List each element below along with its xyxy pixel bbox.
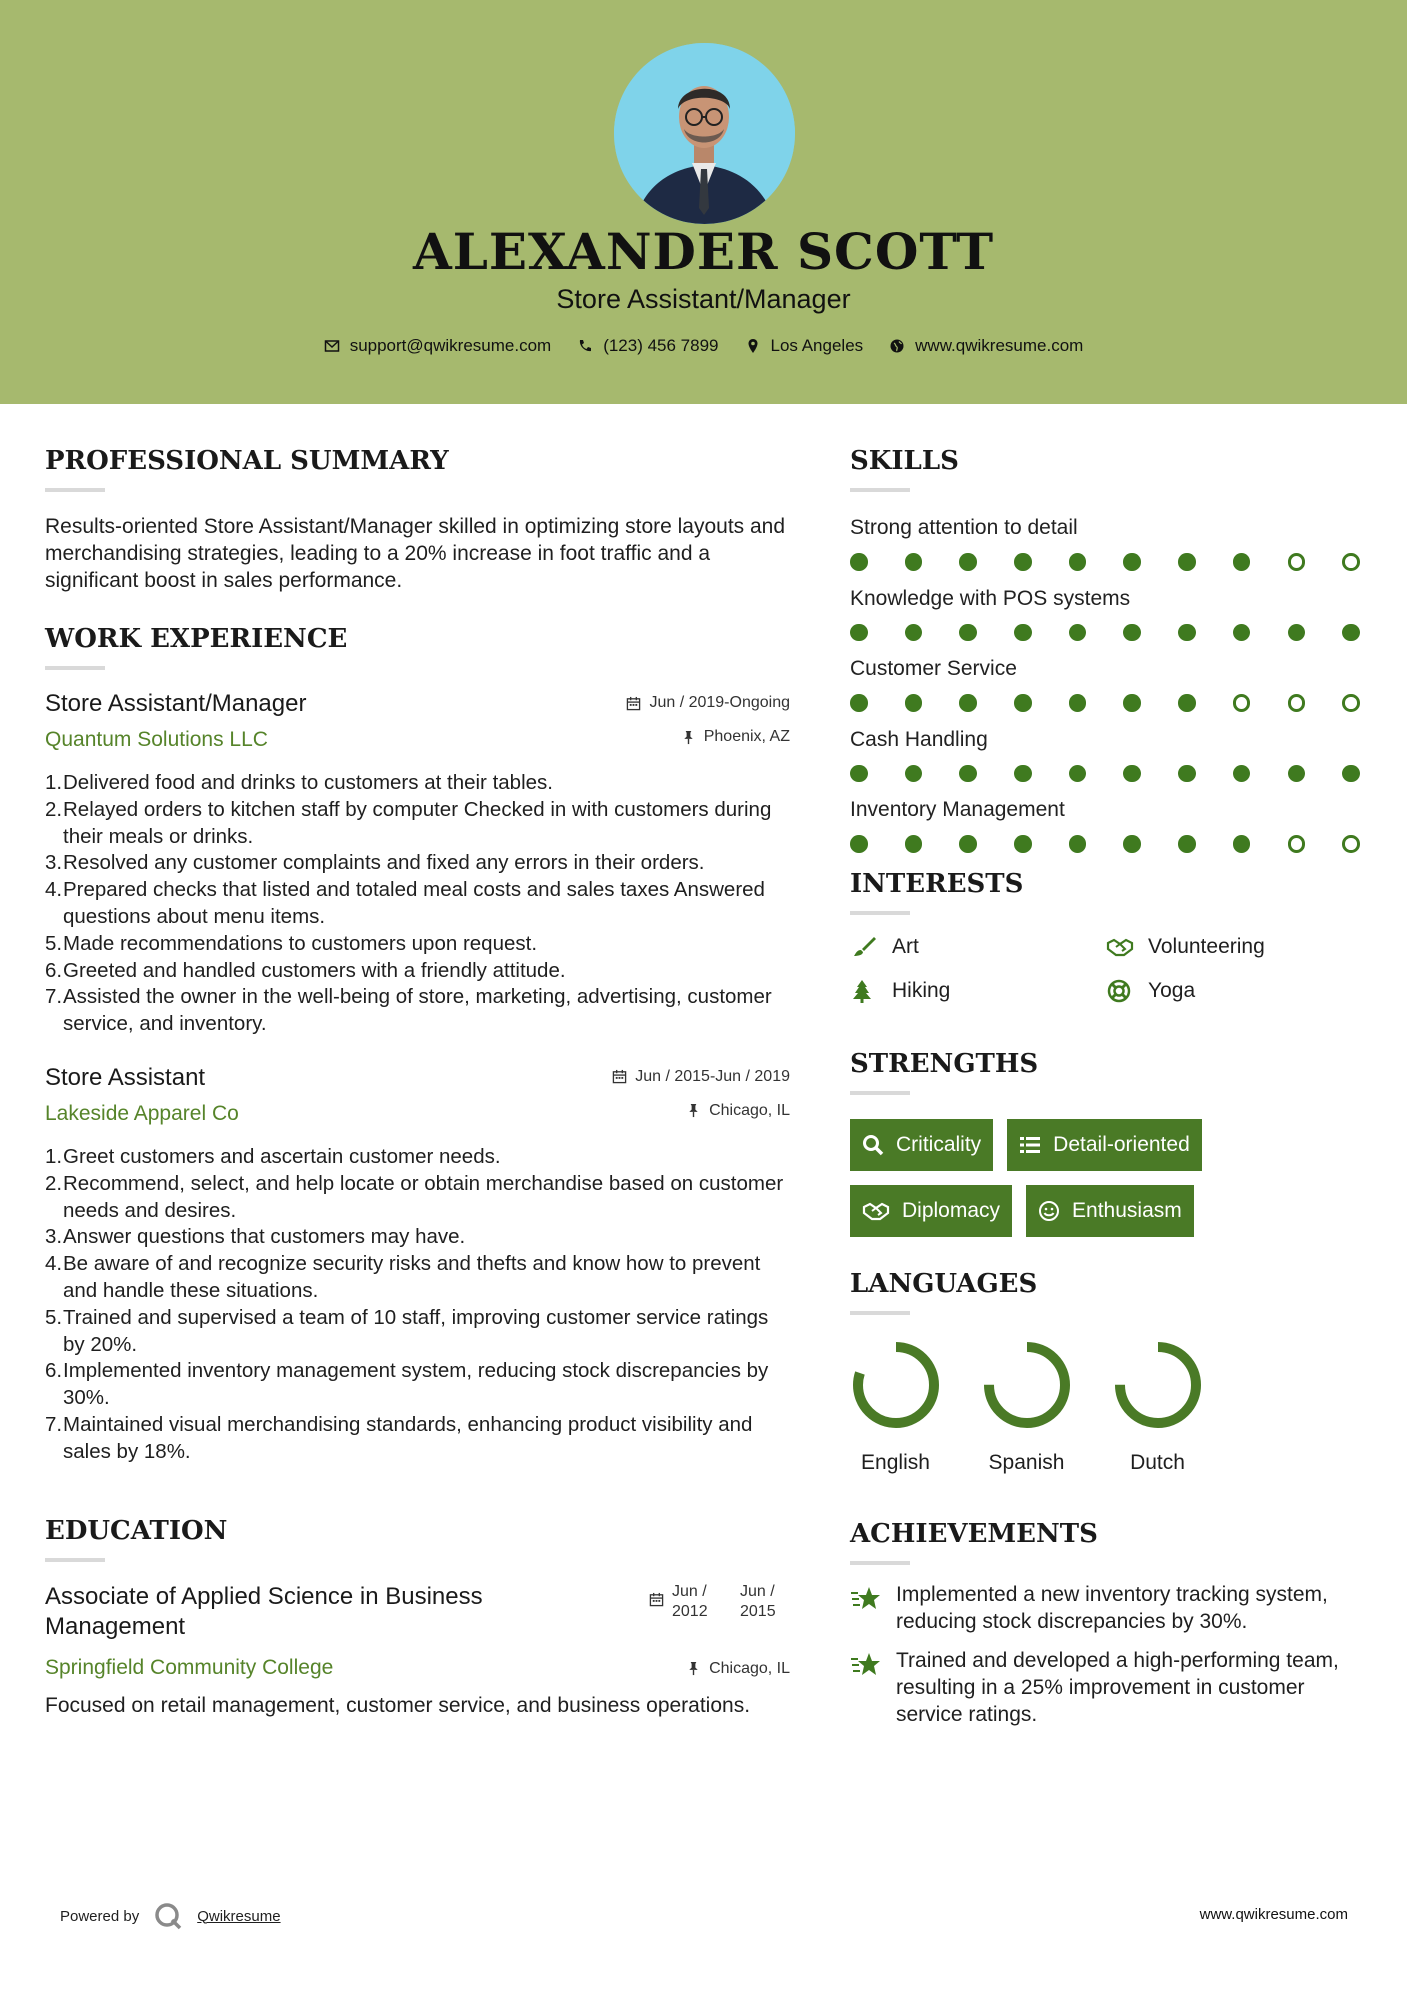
strength-tag — [850, 1185, 1012, 1237]
job-bullets — [45, 770, 790, 1038]
interest-item — [1106, 979, 1346, 1003]
rating-dot-filled — [1069, 553, 1087, 571]
languages-list — [850, 1339, 1370, 1475]
header-banner — [0, 0, 1407, 404]
achievement-item — [850, 1647, 1370, 1728]
rating-dot-filled — [850, 765, 868, 783]
list-item: 2. Recommend, select, and help locate or obtain merchandise based on customer needs and desires. — [45, 1171, 784, 1222]
list-item: 2. Relayed orders to kitchen staff by computer Checked in with customers during their meals or drinks. — [45, 797, 772, 848]
footer-powered-by — [60, 1902, 281, 1930]
list-item: 3. Resolved any customer complaints and fixed any errors in their orders. — [45, 851, 705, 875]
heading-underline — [45, 1558, 105, 1562]
achievements-heading: ACHIEVEMENTS — [850, 1518, 1098, 1549]
rating-dot-filled — [959, 835, 977, 853]
skill-rating — [850, 624, 1370, 642]
candidate-title: Store Assistant/Manager — [556, 284, 851, 314]
strength-tag — [1007, 1119, 1202, 1171]
education-heading: EDUCATION — [45, 1515, 228, 1546]
rating-dot-filled — [1178, 553, 1196, 571]
phone-icon — [577, 338, 593, 354]
language-label: English — [861, 1450, 930, 1474]
rating-dot-filled — [1178, 694, 1196, 712]
rating-dot-filled — [1233, 835, 1251, 853]
pushpin-icon — [686, 1661, 701, 1676]
qwikresume-logo-icon — [153, 1902, 183, 1930]
rating-dot-filled — [1123, 553, 1141, 571]
person-photo — [614, 43, 795, 224]
rating-dot-filled — [1123, 765, 1141, 783]
rating-dot-empty — [1288, 553, 1306, 571]
achievement-text: Trained and developed a high-performing team, resulting in a 25% improvement in customer service ratings. — [896, 1648, 1339, 1726]
rating-dot-empty — [1233, 694, 1251, 712]
education-entry — [45, 1582, 790, 1719]
language-progress-arc — [858, 1347, 934, 1423]
language-progress-arc — [1120, 1347, 1196, 1423]
list-item: 7. Maintained visual merchandising standards, enhancing product visibility and sales by 18%. — [45, 1412, 753, 1463]
rating-dot-filled — [1014, 624, 1032, 642]
company-name: Quantum Solutions LLC — [45, 728, 268, 751]
skill-item — [850, 798, 1370, 853]
contact-phone[interactable] — [577, 336, 718, 356]
language-progress-ring — [850, 1339, 942, 1431]
heading-underline — [850, 911, 910, 915]
rating-dot-filled — [1178, 835, 1196, 853]
interests-heading: INTERESTS — [850, 868, 1024, 899]
rating-dot-filled — [1069, 624, 1087, 642]
achievement-item — [850, 1581, 1370, 1635]
contact-bar — [0, 336, 1407, 356]
heading-underline — [45, 488, 105, 492]
envelope-icon — [324, 338, 340, 354]
work-section — [45, 624, 790, 1466]
heading-underline — [45, 666, 105, 670]
rating-dot-filled — [1288, 765, 1306, 783]
language-progress-ring — [981, 1339, 1073, 1431]
contact-email-text: support@qwikresume.com — [349, 336, 552, 355]
rating-dot-filled — [850, 694, 868, 712]
pushpin-icon — [686, 1103, 701, 1118]
education-description: Focused on retail management, customer service, and business operations. — [45, 1693, 751, 1717]
job-title: Store Assistant — [45, 1063, 206, 1091]
lifebuoy-icon — [1106, 979, 1134, 1003]
rating-dot-filled — [1178, 624, 1196, 642]
strengths-heading: STRENGTHS — [850, 1048, 1039, 1079]
education-section — [45, 1516, 790, 1719]
paint-brush-icon — [850, 935, 878, 959]
skills-heading: SKILLS — [850, 446, 959, 476]
powered-by-label: Powered by — [60, 1907, 140, 1925]
list-item: 6. Implemented inventory management system, reducing stock discrepancies by 30%. — [45, 1359, 769, 1410]
interest-label: Yoga — [1148, 978, 1196, 1002]
interests-list — [850, 935, 1370, 1003]
interest-item — [1106, 935, 1346, 959]
right-column — [850, 446, 1370, 1728]
skills-list — [850, 516, 1370, 853]
skill-item — [850, 657, 1370, 712]
list-item: 6. Greeted and handled customers with a friendly attitude. — [45, 958, 566, 982]
job-dates — [626, 694, 790, 712]
skill-rating — [850, 553, 1370, 571]
rating-dot-filled — [905, 624, 923, 642]
interest-label: Art — [892, 934, 919, 958]
language-label: Dutch — [1130, 1450, 1185, 1474]
rating-dot-empty — [1342, 835, 1360, 853]
education-location-text: Chicago, IL — [709, 1659, 790, 1677]
education-end: Jun / 2015 — [740, 1582, 776, 1620]
skill-name: Knowledge with POS systems — [850, 586, 1131, 610]
job-dates — [612, 1068, 790, 1086]
summary-text: Results-oriented Store Assistant/Manager skilled in optimizing store layouts and merchandising strategies, leading to a 20% increase in foot traffic and a significant boost in sales performance. — [45, 515, 786, 592]
skills-section — [850, 446, 1370, 853]
pushpin-icon — [681, 730, 696, 745]
list-item: 4. Prepared checks that listed and totaled meal costs and sales taxes Answered questions about menu items. — [45, 878, 765, 928]
contact-website-text: www.qwikresume.com — [915, 336, 1084, 355]
achievements-section — [850, 1519, 1370, 1728]
strengths-section — [850, 1049, 1370, 1237]
candidate-name: ALEXANDER SCOTT — [412, 222, 995, 281]
job-location — [681, 728, 790, 746]
rating-dot-filled — [959, 624, 977, 642]
job-location — [686, 1102, 790, 1120]
smile-icon — [1038, 1200, 1060, 1222]
heading-underline — [850, 1311, 910, 1315]
rating-dot-filled — [905, 835, 923, 853]
strength-tag — [1026, 1185, 1194, 1237]
job-title: Store Assistant/Manager — [45, 690, 307, 717]
skill-name: Inventory Management — [850, 798, 1065, 821]
rating-dot-empty — [1342, 694, 1360, 712]
contact-location-text: Los Angeles — [770, 336, 864, 355]
calendar-icon — [626, 696, 641, 711]
contact-location — [745, 336, 864, 356]
list-item: 4. Be aware of and recognize security risks and thefts and know how to prevent and handle these situations. — [45, 1252, 761, 1302]
calendar-icon — [649, 1592, 664, 1607]
rating-dot-filled — [1069, 694, 1087, 712]
interest-item — [850, 935, 1106, 959]
language-progress-arc — [989, 1347, 1065, 1423]
rating-dot-filled — [1014, 553, 1032, 571]
interest-label: Hiking — [892, 978, 951, 1002]
list-item: 3. Answer questions that customers may have. — [45, 1225, 466, 1249]
strength-tag — [850, 1119, 993, 1171]
rating-dot-empty — [1342, 553, 1360, 571]
job-bullets — [45, 1144, 790, 1466]
strength-label: Detail-oriented — [1053, 1132, 1190, 1156]
rating-dot-filled — [959, 694, 977, 712]
avatar — [614, 43, 795, 224]
heading-underline — [850, 1561, 910, 1565]
rating-dot-filled — [1233, 624, 1251, 642]
list-item: 5. Made recommendations to customers upon request. — [45, 931, 538, 955]
rating-dot-filled — [1014, 835, 1032, 853]
languages-section — [850, 1269, 1370, 1475]
rating-dot-filled — [905, 553, 923, 571]
job-entry-2 — [45, 1064, 790, 1466]
list-item: 1. Delivered food and drinks to customers at their tables. — [45, 771, 553, 794]
handshake-icon — [862, 1200, 890, 1222]
skill-name: Strong attention to detail — [850, 516, 1078, 539]
interest-item — [850, 979, 1106, 1003]
rating-dot-empty — [1288, 835, 1306, 853]
skill-rating — [850, 765, 1370, 783]
map-pin-icon — [745, 338, 761, 354]
contact-phone-text: (123) 456 7899 — [603, 336, 719, 355]
language-item — [1072, 1339, 1243, 1475]
contact-email[interactable] — [324, 336, 552, 356]
rating-dot-filled — [905, 694, 923, 712]
rating-dot-filled — [850, 624, 868, 642]
rating-dot-filled — [1288, 624, 1306, 642]
achievement-text: Implemented a new inventory tracking system, reducing stock discrepancies by 30%. — [896, 1582, 1328, 1633]
footer-website[interactable]: www.qwikresume.com — [1199, 1906, 1348, 1923]
job-dates-text: Jun / 2019-Ongoing — [649, 694, 790, 711]
rating-dot-filled — [1342, 765, 1360, 783]
job-entry-1 — [45, 690, 790, 1038]
company-name: Lakeside Apparel Co — [45, 1101, 239, 1125]
rating-dot-filled — [959, 765, 977, 783]
rating-dot-filled — [1069, 765, 1087, 783]
heading-underline — [850, 1091, 910, 1095]
skill-rating — [850, 835, 1370, 853]
search-icon — [862, 1134, 884, 1156]
rating-dot-filled — [1178, 765, 1196, 783]
strength-label: Diplomacy — [902, 1198, 1001, 1222]
education-start: Jun / 2012 — [672, 1582, 708, 1620]
tree-icon — [850, 979, 878, 1003]
rating-dot-filled — [1014, 765, 1032, 783]
interests-section — [850, 869, 1370, 1003]
calendar-icon — [612, 1069, 627, 1084]
rating-dot-filled — [1123, 624, 1141, 642]
contact-website[interactable] — [889, 336, 1083, 356]
skill-item — [850, 728, 1370, 783]
job-location-text: Chicago, IL — [709, 1101, 790, 1119]
language-label: Spanish — [988, 1450, 1065, 1474]
skill-name: Customer Service — [850, 657, 1017, 680]
skill-item — [850, 516, 1370, 571]
rating-dot-filled — [1233, 765, 1251, 783]
list-item: 7. Assisted the owner in the well-being of store, marketing, advertising, customer service, and inventory. — [45, 985, 772, 1036]
education-dates — [649, 1582, 790, 1622]
language-progress-ring — [1112, 1339, 1204, 1431]
brand-link[interactable]: Qwikresume — [197, 1907, 281, 1925]
rating-dot-filled — [850, 553, 868, 571]
strength-label: Enthusiasm — [1072, 1198, 1182, 1222]
list-item: 5. Trained and supervised a team of 10 staff, improving customer service ratings by 20%. — [45, 1305, 769, 1356]
job-location-text: Phoenix, AZ — [703, 728, 790, 745]
rating-dot-filled — [1342, 624, 1360, 642]
heading-underline — [850, 488, 910, 492]
rating-dot-filled — [1069, 835, 1087, 853]
languages-heading: LANGUAGES — [850, 1268, 1038, 1299]
strengths-tags — [850, 1119, 1290, 1237]
summary-section — [45, 446, 790, 594]
work-heading: WORK EXPERIENCE — [45, 624, 348, 654]
skill-item — [850, 587, 1370, 642]
rating-dot-empty — [1288, 694, 1306, 712]
rating-dot-filled — [1233, 553, 1251, 571]
rating-dot-filled — [1014, 694, 1032, 712]
handshake-icon — [1106, 935, 1134, 959]
list-item: 1. Greet customers and ascertain customer needs. — [45, 1144, 501, 1168]
summary-heading: PROFESSIONAL SUMMARY — [45, 446, 449, 476]
rating-dot-filled — [905, 765, 923, 783]
rating-dot-filled — [1123, 694, 1141, 712]
skill-rating — [850, 694, 1370, 712]
rating-dot-filled — [850, 835, 868, 853]
job-dates-text: Jun / 2015-Jun / 2019 — [635, 1067, 790, 1085]
list-icon — [1019, 1134, 1041, 1156]
star-award-icon — [850, 1583, 882, 1615]
school-name: Springfield Community College — [45, 1655, 334, 1679]
skill-name: Cash Handling — [850, 727, 988, 751]
star-award-icon — [850, 1649, 882, 1681]
rating-dot-filled — [959, 553, 977, 571]
interest-label: Volunteering — [1148, 934, 1265, 958]
education-location — [686, 1660, 790, 1678]
degree-title: Associate of Applied Science in Business Management — [45, 1582, 483, 1640]
strength-label: Criticality — [896, 1132, 982, 1156]
left-column — [45, 446, 790, 1719]
rating-dot-filled — [1123, 835, 1141, 853]
globe-icon — [889, 338, 905, 354]
